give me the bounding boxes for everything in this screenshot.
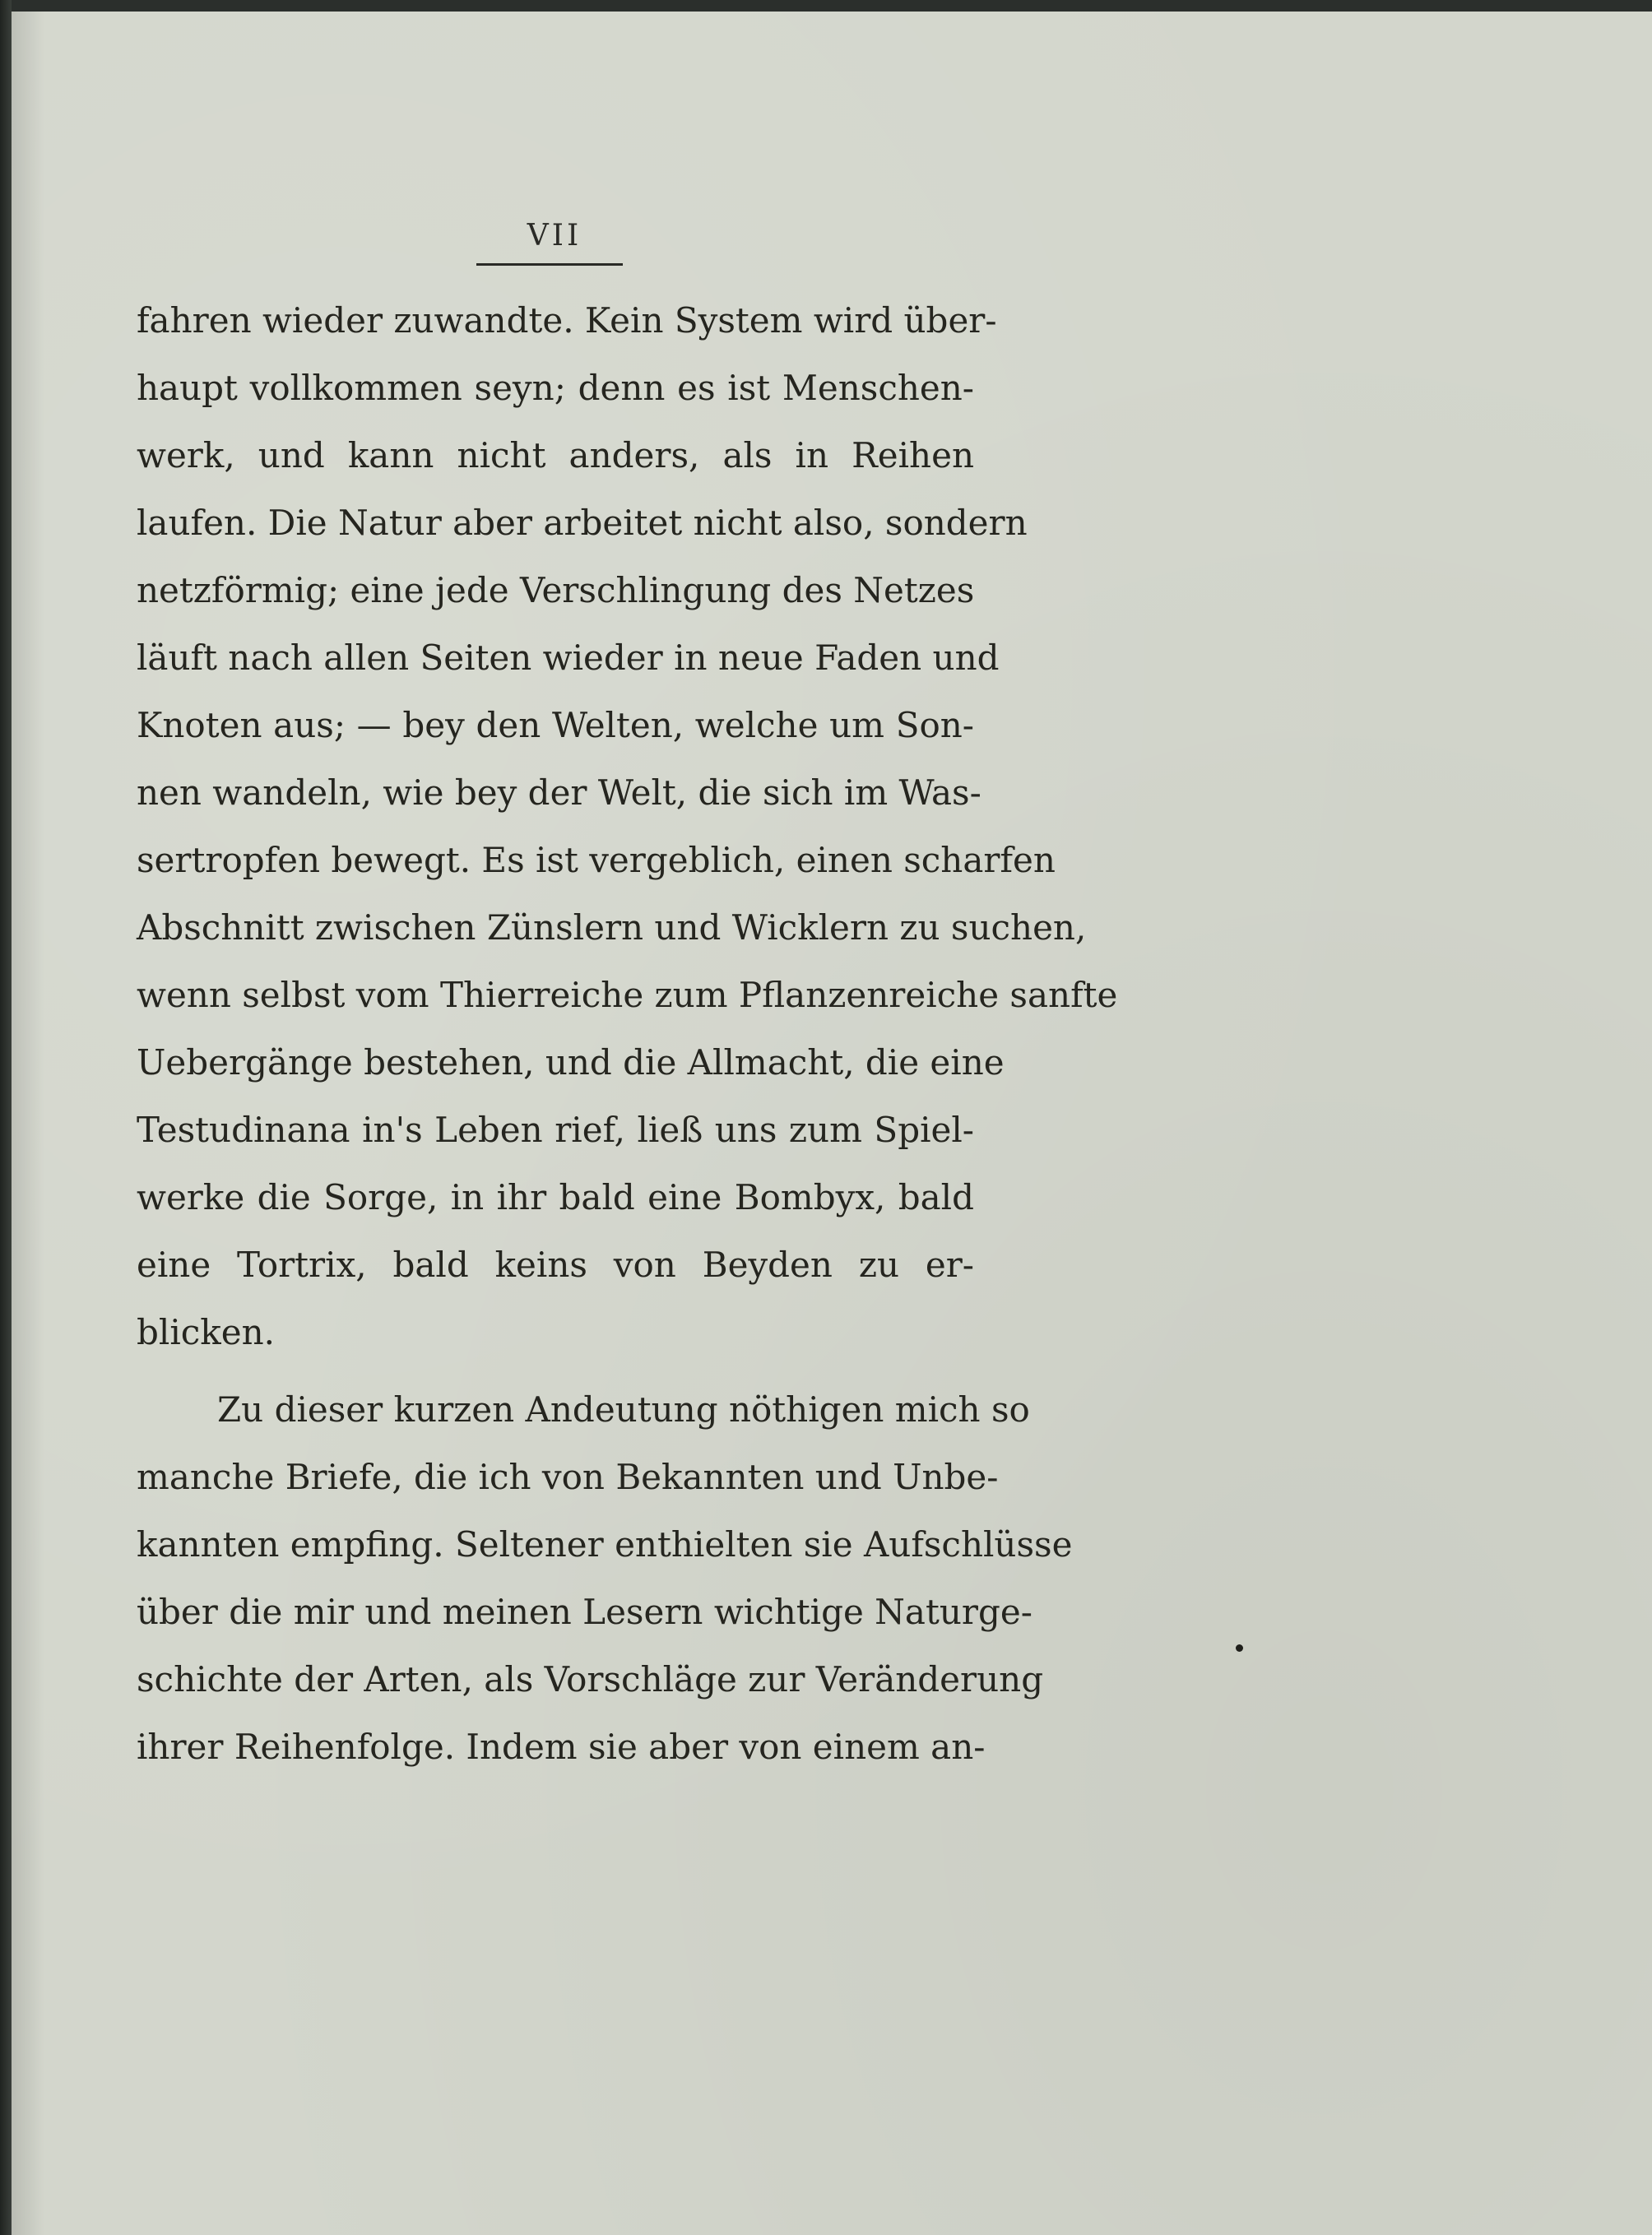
text-line: fahren wieder zuwandte. Kein System wird über- — [137, 300, 997, 341]
text-line: werke die Sorge, in ihr bald eine Bombyx, bald — [137, 1177, 974, 1217]
text-line: manche Briefe, die ich von Bekannten und Unbe- — [137, 1457, 999, 1497]
text-line: eine Tortrix, bald keins von Beyden zu er- — [137, 1245, 974, 1285]
paper-sheet — [12, 12, 1652, 2235]
text-line: Knoten aus; — bey den Welten, welche um Son- — [137, 705, 974, 745]
text-line: Testudinana in's Leben rief, ließ uns zum Spiel- — [137, 1110, 974, 1150]
text-line: sertropfen bewegt. Es ist vergeblich, einen scharfen — [137, 840, 1056, 880]
page-number: VII — [527, 219, 582, 253]
paragraph-gap — [137, 1366, 974, 1376]
paragraph-2 — [137, 1376, 1073, 1781]
text-line: ihrer Reihenfolge. Indem sie aber von einem an- — [137, 1727, 986, 1767]
text-line: Zu dieser kurzen Andeutung nöthigen mich so — [217, 1389, 1030, 1430]
text-line: schichte der Arten, als Vorschläge zur Veränderung — [137, 1659, 1044, 1699]
text-line: blicken. — [137, 1312, 275, 1352]
text-line: netzförmig; eine jede Verschlingung des Netzes — [137, 570, 975, 610]
text-line: Abschnitt zwischen Zünslern und Wicklern zu suchen, — [137, 907, 1087, 948]
book-spine-edge — [0, 0, 12, 2235]
text-line: kannten empfing. Seltener enthielten sie Aufschlüsse — [137, 1524, 1073, 1565]
text-line: werk, und kann nicht anders, als in Reihen — [137, 435, 974, 475]
text-line: laufen. Die Natur aber arbeitet nicht also, sondern — [137, 503, 1028, 543]
text-line: nen wandeln, wie bey der Welt, die sich im Was- — [137, 772, 981, 813]
text-line: über die mir und meinen Lesern wichtige Naturge- — [137, 1592, 1032, 1632]
text-line: wenn selbst vom Thierreiche zum Pflanzenreiche sanfte — [137, 975, 1118, 1015]
paragraph-1 — [137, 287, 1118, 1366]
text-line: läuft nach allen Seiten wieder in neue Faden und — [137, 638, 1000, 678]
ink-speck — [1236, 1644, 1243, 1652]
body-text — [137, 287, 1118, 1781]
text-line: haupt vollkommen seyn; denn es ist Menschen- — [137, 368, 974, 408]
text-line: Uebergänge bestehen, und die Allmacht, die eine — [137, 1042, 1005, 1083]
header-rule — [476, 263, 623, 266]
